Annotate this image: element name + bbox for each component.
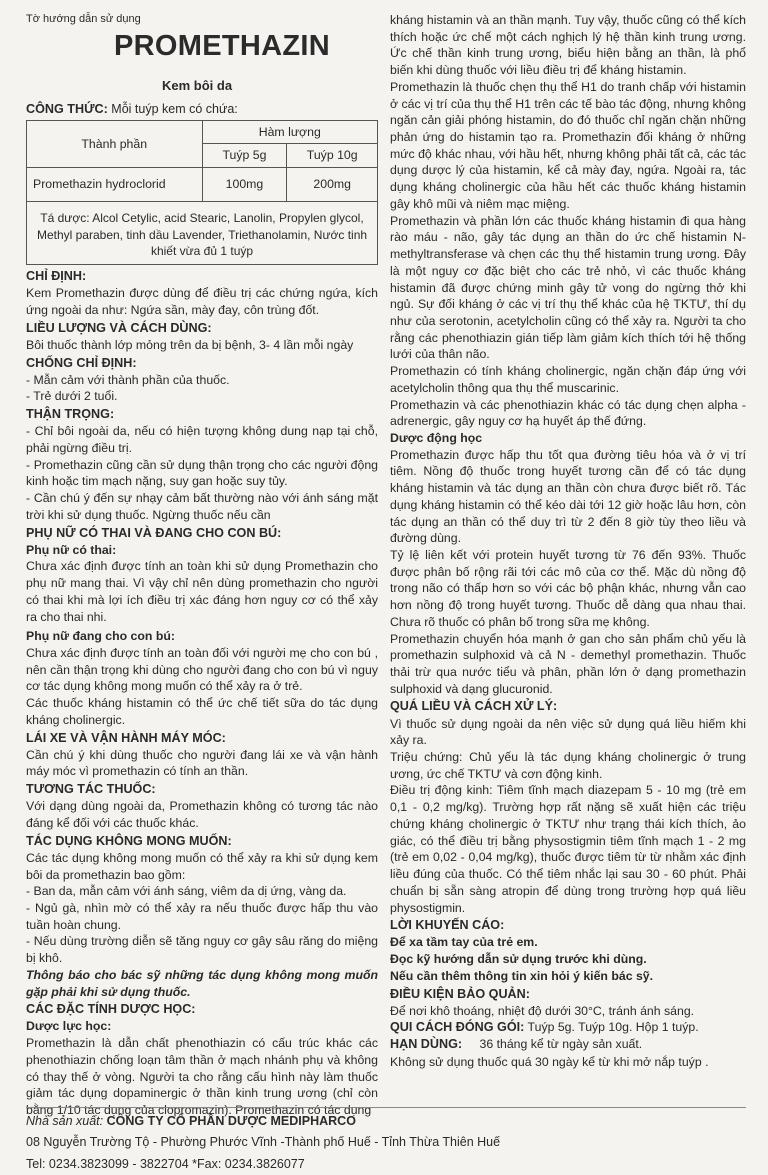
manufacturer-name: CÔNG TY CỔ PHẦN DƯỢC MEDIPHARCO <box>106 1114 356 1128</box>
indication-heading: CHỈ ĐỊNH: <box>26 269 87 284</box>
product-subtitle: Kem bôi da <box>162 77 233 93</box>
caution-heading: THẬN TRỌNG: <box>26 407 115 422</box>
expiry-note: Không sử dụng thuốc quá 30 ngày kể từ khi mở nắp tuýp . <box>390 1054 709 1069</box>
manufacturer-contact: Tel: 0234.3823099 - 3822704 *Fax: 0234.3826077 <box>26 1156 305 1171</box>
pharmacokinetics-subheading: Dược động học <box>390 430 483 445</box>
col-content-header: Hàm lượng <box>202 120 378 144</box>
pharmacodynamics-text: kháng histamin và an thần mạnh. Tuy vậy, thuốc cũng có thể kích thích hoặc ức chế một cách nghịch lý hệ thần kinh trung ương. Ức chế thần kinh trung ương, biểu hiện bằng an thần, là phổ biến khi dùng thuốc với liều điều trị để kháng histamin. <box>390 13 746 78</box>
storage-heading: ĐIỀU KIỆN BẢO QUẢN: <box>390 986 530 1001</box>
product-title: PROMETHAZIN <box>114 29 330 62</box>
contraindication-heading: CHỐNG CHỈ ĐỊNH: <box>26 355 137 370</box>
caution-item: - Chỉ bôi ngoài da, nếu có hiện tượng không dung nạp tại chỗ, phải ngừng điều trị. <box>26 424 378 455</box>
col-10g-header: Tuýp 10g <box>287 144 378 168</box>
ingredient-name: Promethazin hydroclorid <box>27 168 203 202</box>
lactation-text: Chưa xác định được tính an toàn đối với người mẹ cho con bú , nên cần thận trọng khi dùng cho người đang cho con bú vì nguy cơ tác dụng không mong muốn có thể xảy ra ở trẻ. <box>26 646 378 694</box>
driving-heading: LÁI XE VÀ VẬN HÀNH MÁY MÓC: <box>26 730 226 745</box>
packing-line <box>390 1019 746 1036</box>
excipients: Tá dược: Alcol Cetylic, acid Stearic, Lanolin, Propylen glycol, Methyl paraben, tinh dầu Lavender, Triethanolamin, Nước tinh khiết vừa đủ 1 tuýp <box>27 201 378 264</box>
pharmacodynamics-text: Promethazin có tính kháng cholinergic, ngăn chặn đáp ứng với acetylcholin thông qua thụ thể muscarinic. <box>390 364 746 395</box>
formula-intro: Mỗi tuýp kem có chứa: <box>111 101 238 116</box>
adverse-text: Các tác dụng không mong muốn có thể xảy ra khi sử dụng kem bôi da promethazin bao gồm: <box>26 850 378 882</box>
adverse-heading: TÁC DỤNG KHÔNG MONG MUỐN: <box>26 833 232 848</box>
formula-heading: CÔNG THỨC: <box>26 101 108 116</box>
driving-text: Cần chú ý khi dùng thuốc cho người đang lái xe và vận hành máy móc vì promethazin có tính an thần. <box>26 747 378 779</box>
storage-text: Để nơi khô thoáng, nhiệt độ dưới 30°C, tránh ánh sáng. <box>390 1003 695 1018</box>
pharmacodynamics-text: Promethazin là dẫn chất phenothiazin có cấu trúc khác các phenothiazin chống loạn tâm thần ở mạch nhánh phụ và không có thay thế ở vòng. Người ta cho rằng cấu hình này làm thuốc giảm tác dụng dopaminergic ở thần kinh trung ương (chỉ còn bằng 1/10 tác dụng của clopromazin). Promethazin có tác dụng <box>26 1036 378 1118</box>
pharmacodynamics-text: Promethazin là thuốc chẹn thụ thể H1 do tranh chấp với histamin ở các vị trí của thụ thể H1 trên các tế bào tác động, nhưng không ngăn cản giải phóng histamin, do đó thuốc chỉ ngăn chặn những phản ứng do histamin tạo ra. Promethazin đối kháng ở những mức độ khác nhau, với hầu hết, nhưng không phải tất cả, các tác dụng dược lý của histamin, kể cả mày đay, ngứa. Ngoài ra, tác dụng kháng cholinergic của hầu hết các thuốc kháng histamin gây khô mũi và niêm mạc miệng. <box>390 79 746 211</box>
overdose-text: Điều trị động kinh: Tiêm tĩnh mạch diazepam 5 - 10 mg (trẻ em 0,1 - 0,2 mg/kg). Trường hợp rất nặng sẽ xuất hiện các triệu chứng kháng cholinergic ở TKTƯ như trạng thái kích thích, ảo giác, có thể điều trị bằng physostigmin tiêm tĩnh mạch 1 - 2 mg (trẻ em 0,02 - 0,04 mg/kg), thuốc được tiêm từ từ nhằm xác định liều đúng của thuốc. Có thể tiêm nhắc lại sau 30 - 60 phút. Phải chuẩn bị sẵn sàng atropin để dùng trong trường hợp quá liều physostigmin. <box>390 783 746 915</box>
interaction-text: Với dạng dùng ngoài da, Promethazin không có tương tác nào đáng kể đối với các thuốc khác. <box>26 799 378 831</box>
ingredient-5g-value: 100mg <box>202 168 287 202</box>
col-component-header: Thành phần <box>27 120 203 167</box>
ingredient-10g-value: 200mg <box>287 168 378 202</box>
overdose-heading: QUÁ LIỀU VÀ CÁCH XỬ LÝ: <box>390 699 558 714</box>
adverse-item: - Ban da, mẫn cảm với ánh sáng, viêm da dị ứng, vàng da. <box>26 884 347 899</box>
packing-heading: QUI CÁCH ĐÓNG GÓI: <box>390 1020 525 1035</box>
manufacturer-label: Nhà sản xuất: <box>26 1114 104 1128</box>
guide-label: Tờ hướng dẫn sử dụng <box>26 13 141 25</box>
expiry-heading: HẠN DÙNG: <box>390 1037 463 1052</box>
dosage-heading: LIỀU LƯỢNG VÀ CÁCH DÙNG: <box>26 320 212 335</box>
pharmacokinetics-text: Promethazin chuyển hóa mạnh ở gan cho sản phẩm chủ yếu là promethazin sulphoxid và cả N - demethyl promethazin. Thuốc thải trừ qua nước tiểu và phân, phần lớn ở dạng promethazin sulphoxid và dạng glucuronid. <box>390 631 746 696</box>
adverse-item: - Nếu dùng trường diễn sẽ tăng nguy cơ gây sâu răng do miệng bị khô. <box>26 934 378 966</box>
right-column <box>390 12 746 1070</box>
advice-item: Nếu cần thêm thông tin xin hỏi ý kiến bác sỹ. <box>390 968 654 983</box>
manufacturer-address: 08 Nguyễn Trường Tộ - Phường Phước Vĩnh -Thành phố Huế - Tỉnh Thừa Thiên Huế <box>26 1135 501 1150</box>
interaction-heading: TƯƠNG TÁC THUỐC: <box>26 782 156 797</box>
pharmacodynamics-subheading: Dược lực học: <box>26 1019 112 1034</box>
lactation-subheading: Phụ nữ đang cho con bú: <box>26 629 175 644</box>
pregnancy-heading: PHỤ NỮ CÓ THAI VÀ ĐANG CHO CON BÚ: <box>26 525 282 540</box>
composition-table <box>26 120 378 266</box>
pregnancy-text: Chưa xác định được tính an toàn khi sử dụng Promethazin cho phụ nữ mang thai. Vì vậy chỉ nên dùng promethazin cho người có thai khi mà lợi ích điều trị xác đáng hơn nguy cơ có thể xảy ra cho thai nhi. <box>26 559 378 624</box>
expiry-text: 36 tháng kể từ ngày sản xuất. <box>479 1037 643 1052</box>
pharmacokinetics-text: Tỷ lệ liên kết với protein huyết tương từ 76 đến 93%. Thuốc được phân bố rộng rãi tới các mô của cơ thể. Mặc dù nồng độ trong não có thấp hơn so với các bộ phận khác, nhưng vẫn cao hơn nồng độ trong huyết tương. Thuốc dễ dàng qua nhau thai. Chưa rõ thuốc có phân bố trong sữa mẹ không. <box>390 548 746 629</box>
manufacturer-line <box>26 1111 746 1132</box>
indication-text: Kem Promethazin được dùng để điều trị các chứng ngứa, kích ứng ngoài da như: Ngứa sần, mày đay, côn trùng đốt. <box>26 286 378 318</box>
adverse-notice: Thông báo cho bác sỹ những tác dụng không mong muốn gặp phải khi sử dụng thuốc. <box>26 967 378 999</box>
expiry-line <box>390 1036 746 1053</box>
contraindication-item: - Trẻ dưới 2 tuổi. <box>26 389 118 404</box>
caution-item: - Cần chú ý đến sự nhạy cảm bất thường nào với ánh sáng mặt trời khi sử dụng thuốc. Ngừng thuốc nếu cần <box>26 491 378 522</box>
pharmacodynamics-text: Promethazin và các phenothiazin khác có tác dụng chẹn alpha - adrenergic, gây nguy cơ hạ huyết áp thế đứng. <box>390 397 746 429</box>
overdose-text: Triệu chứng: Chủ yếu là tác dụng kháng cholinergic ở trung ương, ức chế TKTƯ và cơn động kinh. <box>390 750 746 781</box>
overdose-text: Vì thuốc sử dụng ngoài da nên việc sử dụng quá liều hiếm khi xảy ra. <box>390 716 746 748</box>
left-column <box>26 12 378 1119</box>
manufacturer-footer <box>26 1107 746 1175</box>
dosage-text: Bôi thuốc thành lớp mỏng trên da bị bệnh, 3- 4 lần mỗi ngày <box>26 337 354 352</box>
pregnancy-subheading: Phụ nữ có thai: <box>26 542 117 557</box>
packing-text: Tuýp 5g. Tuýp 10g. Hộp 1 tuýp. <box>527 1020 699 1035</box>
pharmacodynamics-text: Promethazin và phần lớn các thuốc kháng histamin đi qua hàng rào máu - não, gây tác dụng an thần do ức chế histamin N-methyltransferase và chẹn các thụ thể histamin trung ương. Đây là một nguy cơ đặc biệt cho các trẻ nhỏ, vì các thuốc kháng histamin đã được chứng minh gây tử vong do ngừng thở khi ngủ. Sự đối kháng ở các vị trí thụ thể khác của hệ TKTƯ, thí dụ như của serotonin, acetylcholin cũng có thể xảy ra. Người ta cho rằng các phenothiazin gián tiếp làm giảm kích thích tới hệ thống lưới của thân não. <box>390 213 746 362</box>
adverse-item: - Ngủ gà, nhìn mờ có thể xảy ra nếu thuốc được hấp thu vào tuần hoàn chung. <box>26 901 378 932</box>
pharmacology-heading: CÁC ĐẶC TÍNH DƯỢC HỌC: <box>26 1002 196 1017</box>
lactation-text: Các thuốc kháng histamin có thể ức chế tiết sữa do tác dụng kháng cholinergic. <box>26 696 378 727</box>
advice-item: Đọc kỹ hướng dẫn sử dụng trước khi dùng. <box>390 952 647 967</box>
advice-item: Để xa tầm tay của trẻ em. <box>390 935 538 950</box>
formula-line <box>26 101 378 118</box>
pharmacokinetics-text: Promethazin được hấp thu tốt qua đường tiêu hóa và ở vị trí tiêm. Nồng độ thuốc trong huyết tương cần để có tác dụng kháng histamin và tác dụng an thần còn chưa được biết rõ. Tác dụng kháng histamin có thể kéo dài tới 12 giờ hoặc lâu hơn, còn tác dụng an thần có thể duy trì từ 2 đến 8 giờ tùy theo liều và đường dùng. <box>390 447 746 546</box>
caution-item: - Promethazin cũng cần sử dụng thận trọng cho các người động kinh hoặc tim mạch nặng, suy gan hoặc suy tủy. <box>26 457 378 489</box>
contraindication-item: - Mẫn cảm với thành phần của thuốc. <box>26 372 230 387</box>
col-5g-header: Tuýp 5g <box>202 144 287 168</box>
advice-heading: LỜI KHUYẾN CÁO: <box>390 918 505 933</box>
